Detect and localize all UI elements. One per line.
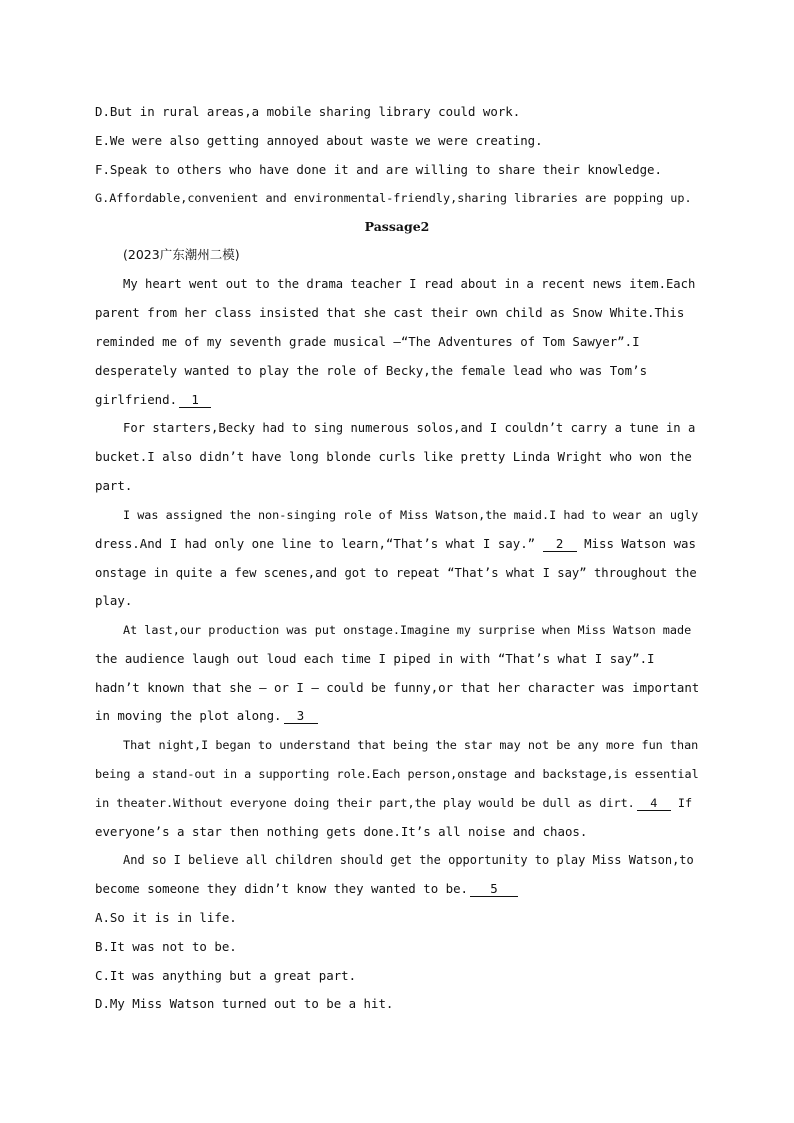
p4-line1: At last,our production was put onstage.Imagine my surprise when Miss Watson made [123,623,692,637]
p1-line5 [95,392,211,408]
p3-line2-text: dress.And I had only one line to learn,“That’s what I say.” [95,536,536,551]
p5-line3-tail: If [677,796,693,810]
p3-line4: play. [95,593,133,608]
blank-3[interactable]: 3 [284,709,318,724]
option-c: C.It was anything but a great part. [95,968,357,983]
p2-line1: For starters,Becky had to sing numerous solos,and I couldn’t carry a tune in a [123,421,696,435]
blank-1[interactable]: 1 [179,393,211,408]
option-d: D.My Miss Watson turned out to be a hit. [95,996,394,1011]
p6-line2 [95,881,518,897]
option-e-top: E.We were also getting annoyed about waste we were creating. [95,133,543,148]
p5-line2: being a stand-out in a supporting role.Each person,onstage and backstage,is essential [95,767,699,781]
p5-line4: everyone’s a star then nothing gets done.It’s all noise and chaos. [95,824,588,839]
p6-line2-text: become someone they didn’t know they wanted to be. [95,881,468,896]
p1-line3: reminded me of my seventh grade musical —“The Adventures of Tom Sawyer”.I [95,334,640,349]
p1-line2: parent from her class insisted that she cast their own child as Snow White.This [95,305,685,320]
p1-line4: desperately wanted to play the role of Becky,the female lead who was Tom’s [95,363,648,378]
option-b: B.It was not to be. [95,939,237,954]
p5-line1: That night,I began to understand that being the star may not be any more fun than [123,738,699,752]
option-a: A.So it is in life. [95,910,237,925]
passage-source: (2023广东潮州二模) [123,247,240,262]
p4-line2: the audience laugh out loud each time I piped in with “That’s what I say”.I [95,651,655,666]
option-g-top: G.Affordable,convenient and environmental-friendly,sharing libraries are popping up. [95,191,692,205]
blank-5[interactable]: 5 [470,882,518,897]
p3-line2 [95,536,696,552]
p5-line3-text: in theater.Without everyone doing their part,the play would be dull as dirt. [95,796,635,810]
p3-line3: onstage in quite a few scenes,and got to repeat “That’s what I say” throughout the [95,566,697,580]
p4-line4-text: in moving the plot along. [95,708,282,723]
p3-line2-tail: Miss Watson was [584,536,696,551]
option-f-top: F.Speak to others who have done it and are willing to share their knowledge. [95,162,662,177]
blank-4[interactable]: 4 [637,796,671,811]
p2-line2: bucket.I also didn’t have long blonde curls like pretty Linda Wright who won the [95,449,692,464]
option-d-top: D.But in rural areas,a mobile sharing library could work. [95,104,521,119]
p1-line1: My heart went out to the drama teacher I read about in a recent news item.Each [123,277,696,291]
p3-line1: I was assigned the non-singing role of Miss Watson,the maid.I had to wear an ugly [123,508,699,522]
p1-line5-text: girlfriend. [95,392,178,407]
p6-line1: And so I believe all children should get the opportunity to play Miss Watson,to [123,853,694,867]
passage-title: Passage2 [364,219,430,234]
p4-line4 [95,708,318,724]
p5-line3 [95,795,692,811]
p4-line3: hadn’t known that she — or I — could be funny,or that her character was important [95,680,700,695]
p2-line3: part. [95,478,133,493]
blank-2[interactable]: 2 [543,537,577,552]
